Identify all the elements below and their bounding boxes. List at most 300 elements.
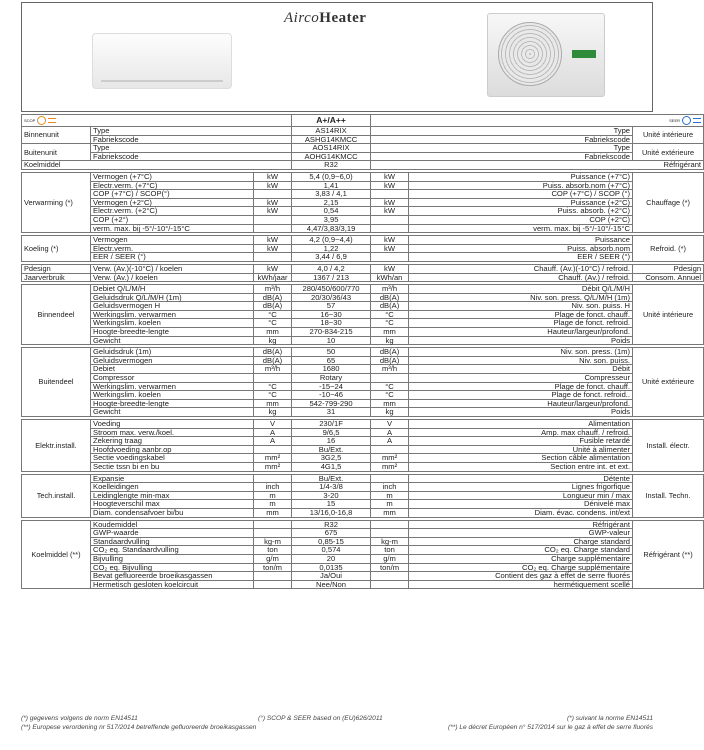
spec-row <box>22 408 704 417</box>
label-nl: Verw. (Av.)(-10°C) / koelen <box>91 264 254 273</box>
label-fr: CO₂ eq. Charge supplémentaire <box>409 563 633 572</box>
label-fr: Niv. son. puiss. <box>409 356 633 365</box>
unit-fr <box>371 580 409 589</box>
label-nl: Gewicht <box>91 408 254 417</box>
unit-fr <box>371 224 409 233</box>
refrigerant-label-fr: Réfrigérant <box>371 161 704 170</box>
spec-value: 280/450/600/770 <box>292 285 371 294</box>
label-nl: CO₂ eq. Standaardvulling <box>91 546 254 555</box>
label-nl: Geluidsdruk Q/L/M/H (1m) <box>91 293 254 302</box>
unit-nl: dB(A) <box>254 293 292 302</box>
model-row <box>22 135 704 144</box>
spec-row <box>22 285 704 294</box>
label-fr: Fabriekscode <box>371 135 633 144</box>
label-nl: Voeding <box>91 420 254 429</box>
label-fr: Niv. son. puiss. H <box>409 302 633 311</box>
brand-logo: AircoHeater <box>284 10 367 26</box>
refrigerant-value: R32 <box>292 161 371 170</box>
label-fr: Débit Q/L/M/H <box>409 285 633 294</box>
spec-row <box>22 483 704 492</box>
unit-nl: inch <box>254 483 292 492</box>
label-nl: Werkingslim. koelen <box>91 319 254 328</box>
label-nl: Electr.verm. (+7°C) <box>91 181 254 190</box>
label-fr: COP (+2°C) <box>409 215 633 224</box>
spec-value: 3G2,5 <box>292 454 371 463</box>
label-nl: Expansie <box>91 474 254 483</box>
group-label-nl: Koeling (*) <box>22 236 91 262</box>
label-fr: Compresseur <box>409 374 633 383</box>
label-nl: GWP-waarde <box>91 529 254 538</box>
spec-value: 1/4-3/8 <box>292 483 371 492</box>
label-fr: verm. max. bij -5°/-10°/-15°C <box>409 224 633 233</box>
label-fr: Diam. évac. condens. int/ext <box>409 508 633 517</box>
unit-nl: mm <box>254 328 292 337</box>
spec-row <box>22 529 704 538</box>
unit-fr: dB(A) <box>371 293 409 302</box>
unit-fr: kW <box>371 172 409 181</box>
unit-nl: m <box>254 491 292 500</box>
unit-nl: mm² <box>254 454 292 463</box>
unit-fr: mm <box>371 399 409 408</box>
spec-value: 4,0 / 4,2 <box>292 264 371 273</box>
unit-nl: °C <box>254 391 292 400</box>
unit-nl: kWh/jaar <box>254 273 292 282</box>
outdoor-unit-image <box>487 13 605 97</box>
unit-fr: m <box>371 491 409 500</box>
unit-nl: mm² <box>254 462 292 471</box>
label-nl: Fabriekscode <box>91 135 292 144</box>
label-nl: CO₂ eq. Bijvulling <box>91 563 254 572</box>
unit-nl: dB(A) <box>254 348 292 357</box>
unit-nl: °C <box>254 310 292 319</box>
spec-value: 4G1,5 <box>292 462 371 471</box>
unit-nl <box>254 580 292 589</box>
label-nl: Hermetisch gesloten koelcircuit <box>91 580 254 589</box>
spec-value: 65 <box>292 356 371 365</box>
spec-row <box>22 508 704 517</box>
spec-value: 20/30/36/43 <box>292 293 371 302</box>
unit-nl: kg-m <box>254 537 292 546</box>
unit-label: Binnenunit <box>22 127 91 144</box>
label-fr: Hauteur/largeur/profond. <box>409 399 633 408</box>
unit-nl <box>254 529 292 538</box>
unit-nl: dB(A) <box>254 356 292 365</box>
label-nl: verm. max. bij -5°/-10°/-15°C <box>91 224 254 233</box>
label-nl: Hoogteverschil max <box>91 500 254 509</box>
label-fr: Hauteur/largeur/profond. <box>409 328 633 337</box>
unit-nl: g/m <box>254 554 292 563</box>
unit-nl: kW <box>254 244 292 253</box>
spec-row <box>22 215 704 224</box>
group-label-nl: Binnendeel <box>22 285 91 345</box>
label-nl: Leidinglengte min-max <box>91 491 254 500</box>
label-nl: Werkingslim. verwarmen <box>91 382 254 391</box>
indoor-unit-image <box>92 33 232 89</box>
unit-nl: kW <box>254 264 292 273</box>
spec-value: 18~30 <box>292 319 371 328</box>
unit-fr: A <box>371 428 409 437</box>
unit-fr: mm² <box>371 462 409 471</box>
unit-nl: A <box>254 437 292 446</box>
group-label-nl: Buitendeel <box>22 348 91 417</box>
model-value: AOS14RIX <box>292 144 371 153</box>
label-nl: Gewicht <box>91 336 254 345</box>
spec-row <box>22 273 704 282</box>
unit-fr <box>371 572 409 581</box>
group-label-fr: Unité intérieure <box>633 285 704 345</box>
unit-fr: kWh/an <box>371 273 409 282</box>
spec-value: -10~46 <box>292 391 371 400</box>
footnote-regulation-fr: (**) Le décret Européen n° 517/2014 sur le gaz à effet de serre fluorés <box>448 724 653 731</box>
spec-row <box>22 236 704 245</box>
spec-value: 50 <box>292 348 371 357</box>
unit-fr <box>371 215 409 224</box>
category-fr: Pdesign <box>633 264 704 273</box>
unit-fr: g/m <box>371 554 409 563</box>
spec-value: 5,4 (0,9~6,0) <box>292 172 371 181</box>
spec-row <box>22 580 704 589</box>
label-fr: Poids <box>409 336 633 345</box>
scop-badge: SCOP <box>22 115 292 127</box>
label-fr: Charge supplémentaire <box>409 554 633 563</box>
label-nl: Debiet Q/L/M/H <box>91 285 254 294</box>
label-fr: Poids <box>409 408 633 417</box>
seer-badge: SEER <box>371 115 704 127</box>
label-nl: Verw. (Av.) / koelen <box>91 273 254 282</box>
unit-fr: V <box>371 420 409 429</box>
refrigerant-label: Koelmiddel <box>22 161 292 170</box>
label-nl: Bevat gefluoreerde broeikasgassen <box>91 572 254 581</box>
label-fr: GWP-valeur <box>409 529 633 538</box>
unit-nl: °C <box>254 382 292 391</box>
spec-value: 270-834-215 <box>292 328 371 337</box>
label-fr: Détente <box>409 474 633 483</box>
group-label-fr: Unité extérieure <box>633 348 704 417</box>
label-fr: Niv. son. press. (1m) <box>409 348 633 357</box>
refrigerant-row <box>22 161 704 170</box>
spec-row <box>22 172 704 181</box>
label-nl: Bijvulling <box>91 554 254 563</box>
spec-value: -15~24 <box>292 382 371 391</box>
spec-row <box>22 437 704 446</box>
label-nl: Geluidsvermogen H <box>91 302 254 311</box>
spec-value: Ja/Oui <box>292 572 371 581</box>
label-fr: Plage de fonct. chauff. <box>409 310 633 319</box>
spec-value: 2,15 <box>292 198 371 207</box>
label-fr: Fabriekscode <box>371 152 633 161</box>
label-nl: EER / SEER (°) <box>91 253 254 262</box>
unit-nl: kW <box>254 236 292 245</box>
label-nl: Compressor <box>91 374 254 383</box>
label-nl: Werkingslim. koelen <box>91 391 254 400</box>
spec-value: 13/16,0-16,8 <box>292 508 371 517</box>
label-fr: Unité à alimenter <box>409 445 633 454</box>
unit-fr: kW <box>371 236 409 245</box>
label-fr: Chauff. (Av.) / refroid. <box>409 273 633 282</box>
unit-fr: kW <box>371 264 409 273</box>
unit-fr: kg <box>371 408 409 417</box>
unit-fr: °C <box>371 319 409 328</box>
model-row <box>22 127 704 136</box>
spec-row <box>22 356 704 365</box>
spec-value: 1,22 <box>292 244 371 253</box>
unit-fr: ton <box>371 546 409 555</box>
unit-fr: dB(A) <box>371 302 409 311</box>
label-nl: Geluidsdruk (1m) <box>91 348 254 357</box>
spec-value: 542-799-290 <box>292 399 371 408</box>
spec-value: Rotary <box>292 374 371 383</box>
spec-value: R32 <box>292 520 371 529</box>
spec-value: 0,574 <box>292 546 371 555</box>
unit-fr: dB(A) <box>371 356 409 365</box>
label-fr: Fusible retardé <box>409 437 633 446</box>
spec-value: 16 <box>292 437 371 446</box>
spec-value: 230/1F <box>292 420 371 429</box>
model-value: AOHG14KMCC <box>292 152 371 161</box>
unit-fr <box>371 190 409 199</box>
unit-nl: V <box>254 420 292 429</box>
spec-value: 10 <box>292 336 371 345</box>
label-fr: Plage de fonct. refroid.. <box>409 391 633 400</box>
unit-fr: mm <box>371 328 409 337</box>
spec-row <box>22 190 704 199</box>
unit-nl: mm <box>254 399 292 408</box>
unit-fr: kW <box>371 207 409 216</box>
label-nl: Stroom max. verw./koel. <box>91 428 254 437</box>
label-nl: Diam. condensafvoer bi/bu <box>91 508 254 517</box>
unit-fr <box>371 374 409 383</box>
unit-fr: kW <box>371 244 409 253</box>
spec-value: Bu/Ext. <box>292 474 371 483</box>
spec-value: 4,2 (0,9~4,4) <box>292 236 371 245</box>
label-nl: Type <box>91 127 292 136</box>
spec-value: 3,44 / 6,9 <box>292 253 371 262</box>
label-nl: Hoogte-breedte-lengte <box>91 399 254 408</box>
spec-value: 3,95 <box>292 215 371 224</box>
label-fr: Plage de fonct. chauff. <box>409 382 633 391</box>
unit-nl <box>254 253 292 262</box>
unit-fr: m³/h <box>371 365 409 374</box>
category-nl: Jaarverbruik <box>22 273 91 282</box>
unit-label-fr: Unité intérieure <box>633 127 704 144</box>
spec-value: 4,47/3,83/3,19 <box>292 224 371 233</box>
spec-row <box>22 420 704 429</box>
label-nl: Vermogen (+7°C) <box>91 172 254 181</box>
unit-nl: kW <box>254 207 292 216</box>
label-nl: Fabriekscode <box>91 152 292 161</box>
unit-nl: ton/m <box>254 563 292 572</box>
spec-row <box>22 328 704 337</box>
spec-value: 9/6,5 <box>292 428 371 437</box>
model-row <box>22 144 704 153</box>
unit-fr: inch <box>371 483 409 492</box>
unit-nl <box>254 224 292 233</box>
unit-nl <box>254 190 292 199</box>
unit-nl <box>254 215 292 224</box>
unit-fr: mm <box>371 508 409 517</box>
spec-row <box>22 336 704 345</box>
group-label-nl: Verwarming (*) <box>22 172 91 232</box>
unit-fr: kW <box>371 181 409 190</box>
spec-row <box>22 462 704 471</box>
unit-nl: A <box>254 428 292 437</box>
label-nl: Sectie tssn bi en bu <box>91 462 254 471</box>
label-fr: Amp. max chauff. / refroid. <box>409 428 633 437</box>
spec-value: 1367 / 213 <box>292 273 371 282</box>
unit-fr: kg <box>371 336 409 345</box>
label-fr: Lignes frigorfique <box>409 483 633 492</box>
unit-label: Buitenunit <box>22 144 91 161</box>
label-nl: Koelleidingen <box>91 483 254 492</box>
label-nl: Hoofdvoeding aanbr.op <box>91 445 254 454</box>
spec-value: Bu/Ext. <box>292 445 371 454</box>
unit-nl: kg <box>254 408 292 417</box>
spec-value: 675 <box>292 529 371 538</box>
spec-value: 0,54 <box>292 207 371 216</box>
group-label-nl: Tech.install. <box>22 474 91 517</box>
unit-nl: m <box>254 500 292 509</box>
spec-row <box>22 224 704 233</box>
spec-value: 15 <box>292 500 371 509</box>
unit-fr: dB(A) <box>371 348 409 357</box>
unit-fr: °C <box>371 391 409 400</box>
unit-nl: kW <box>254 181 292 190</box>
label-fr: Longueur min / max <box>409 491 633 500</box>
footnote-norm-nl: (*) gegevens volgens de norm EN14511 <box>21 715 138 722</box>
unit-label-fr: Unité extérieure <box>633 144 704 161</box>
label-fr: Dénivelé max <box>409 500 633 509</box>
product-header <box>21 2 653 112</box>
group-label-fr: Chauffage (*) <box>633 172 704 232</box>
spec-value: 20 <box>292 554 371 563</box>
label-fr: EER / SEER (°) <box>409 253 633 262</box>
label-fr: Charge standard <box>409 537 633 546</box>
spec-row <box>22 572 704 581</box>
label-nl: Koudemiddel <box>91 520 254 529</box>
unit-nl: °C <box>254 319 292 328</box>
label-fr: Type <box>371 144 633 153</box>
spec-value: 57 <box>292 302 371 311</box>
label-fr: Puiss. absorb. (+2°C) <box>409 207 633 216</box>
label-fr: Réfrigérant <box>409 520 633 529</box>
spec-row <box>22 253 704 262</box>
group-label-fr: Réfrigérant (**) <box>633 520 704 589</box>
spec-row <box>22 399 704 408</box>
group-label-fr: Install. Techn. <box>633 474 704 517</box>
spec-value: 1680 <box>292 365 371 374</box>
label-fr: Débit <box>409 365 633 374</box>
spec-row <box>22 554 704 563</box>
unit-nl: m³/h <box>254 365 292 374</box>
unit-fr: ton/m <box>371 563 409 572</box>
unit-fr: kg-m <box>371 537 409 546</box>
label-nl: Geluidsvermogen <box>91 356 254 365</box>
label-fr: Niv. son. press. Q/L/M/H (1m) <box>409 293 633 302</box>
label-nl: Vermogen (+2°C) <box>91 198 254 207</box>
label-fr: Plage de fonct. refroid. <box>409 319 633 328</box>
spec-value: 31 <box>292 408 371 417</box>
unit-fr: °C <box>371 382 409 391</box>
footnote-norm-fr: (*) suivant la norme EN14511 <box>566 715 653 722</box>
label-nl: Electr.verm. <box>91 244 254 253</box>
unit-fr: °C <box>371 310 409 319</box>
unit-nl <box>254 572 292 581</box>
spec-value: Nee/Non <box>292 580 371 589</box>
spec-value: 3-20 <box>292 491 371 500</box>
unit-nl: kW <box>254 198 292 207</box>
category-nl: Pdesign <box>22 264 91 273</box>
label-fr: Puissance <box>409 236 633 245</box>
unit-fr <box>371 253 409 262</box>
spec-value: 3,83 / 4,1 <box>292 190 371 199</box>
label-fr: Puiss. absorb.nom <box>409 244 633 253</box>
unit-nl: dB(A) <box>254 302 292 311</box>
unit-fr <box>371 520 409 529</box>
group-label-fr: Refroid. (*) <box>633 236 704 262</box>
unit-nl: m³/h <box>254 285 292 294</box>
label-nl: COP (+2°) <box>91 215 254 224</box>
model-value: ASHG14KMCC <box>292 135 371 144</box>
energy-class-row <box>22 115 704 127</box>
unit-nl: kW <box>254 172 292 181</box>
spec-value: 0,85-15 <box>292 537 371 546</box>
label-nl: Sectie voedingskabel <box>91 454 254 463</box>
spec-table <box>21 114 704 589</box>
label-nl: COP (+7°C) / SCOP(°) <box>91 190 254 199</box>
label-fr: Section entre int. et ext. <box>409 462 633 471</box>
unit-fr <box>371 529 409 538</box>
label-nl: Type <box>91 144 292 153</box>
label-nl: Zekering traag <box>91 437 254 446</box>
category-fr: Consom. Annuel <box>633 273 704 282</box>
label-nl: Vermogen <box>91 236 254 245</box>
label-fr: CO₂ eq. Charge standard <box>409 546 633 555</box>
label-fr: Puiss. absorb.nom (+7°C) <box>409 181 633 190</box>
footnote-regulation-nl: (**) Europese verordening nr 517/2014 betreffende gefluoreerde broeikasgassen <box>21 724 257 731</box>
unit-nl: ton <box>254 546 292 555</box>
footnote-scop-seer: (°) SCOP & SEER based on (EU)626/2011 <box>258 715 383 722</box>
model-value: AS14RIX <box>292 127 371 136</box>
label-fr: Puissance (+7°C) <box>409 172 633 181</box>
unit-nl <box>254 374 292 383</box>
group-label-fr: Install. électr. <box>633 420 704 472</box>
label-fr: Type <box>371 127 633 136</box>
spec-value: 0,0135 <box>292 563 371 572</box>
spec-row <box>22 264 704 273</box>
label-fr: Chauff. (Av.)(-10°C) / refroid. <box>409 264 633 273</box>
label-nl: Electr.verm. (+2°C) <box>91 207 254 216</box>
unit-nl <box>254 520 292 529</box>
unit-nl: mm <box>254 508 292 517</box>
energy-class: A+/A++ <box>292 115 371 127</box>
label-fr: Puissance (+2°C) <box>409 198 633 207</box>
unit-fr: m³/h <box>371 285 409 294</box>
group-label-nl: Elektr.install. <box>22 420 91 472</box>
unit-fr: kW <box>371 198 409 207</box>
unit-fr: A <box>371 437 409 446</box>
label-nl: Debiet <box>91 365 254 374</box>
spec-value: 1,41 <box>292 181 371 190</box>
spec-row <box>22 374 704 383</box>
label-nl: Hoogte-breedte-lengte <box>91 328 254 337</box>
label-fr: hermétiquement scellé <box>409 580 633 589</box>
label-nl: Werkingslim. verwarmen <box>91 310 254 319</box>
label-fr: COP (+7°C) / SCOP (°) <box>409 190 633 199</box>
spec-value: 16~30 <box>292 310 371 319</box>
unit-fr: m <box>371 500 409 509</box>
group-label-nl: Koelmiddel (**) <box>22 520 91 589</box>
label-fr: Section câble alimentation <box>409 454 633 463</box>
